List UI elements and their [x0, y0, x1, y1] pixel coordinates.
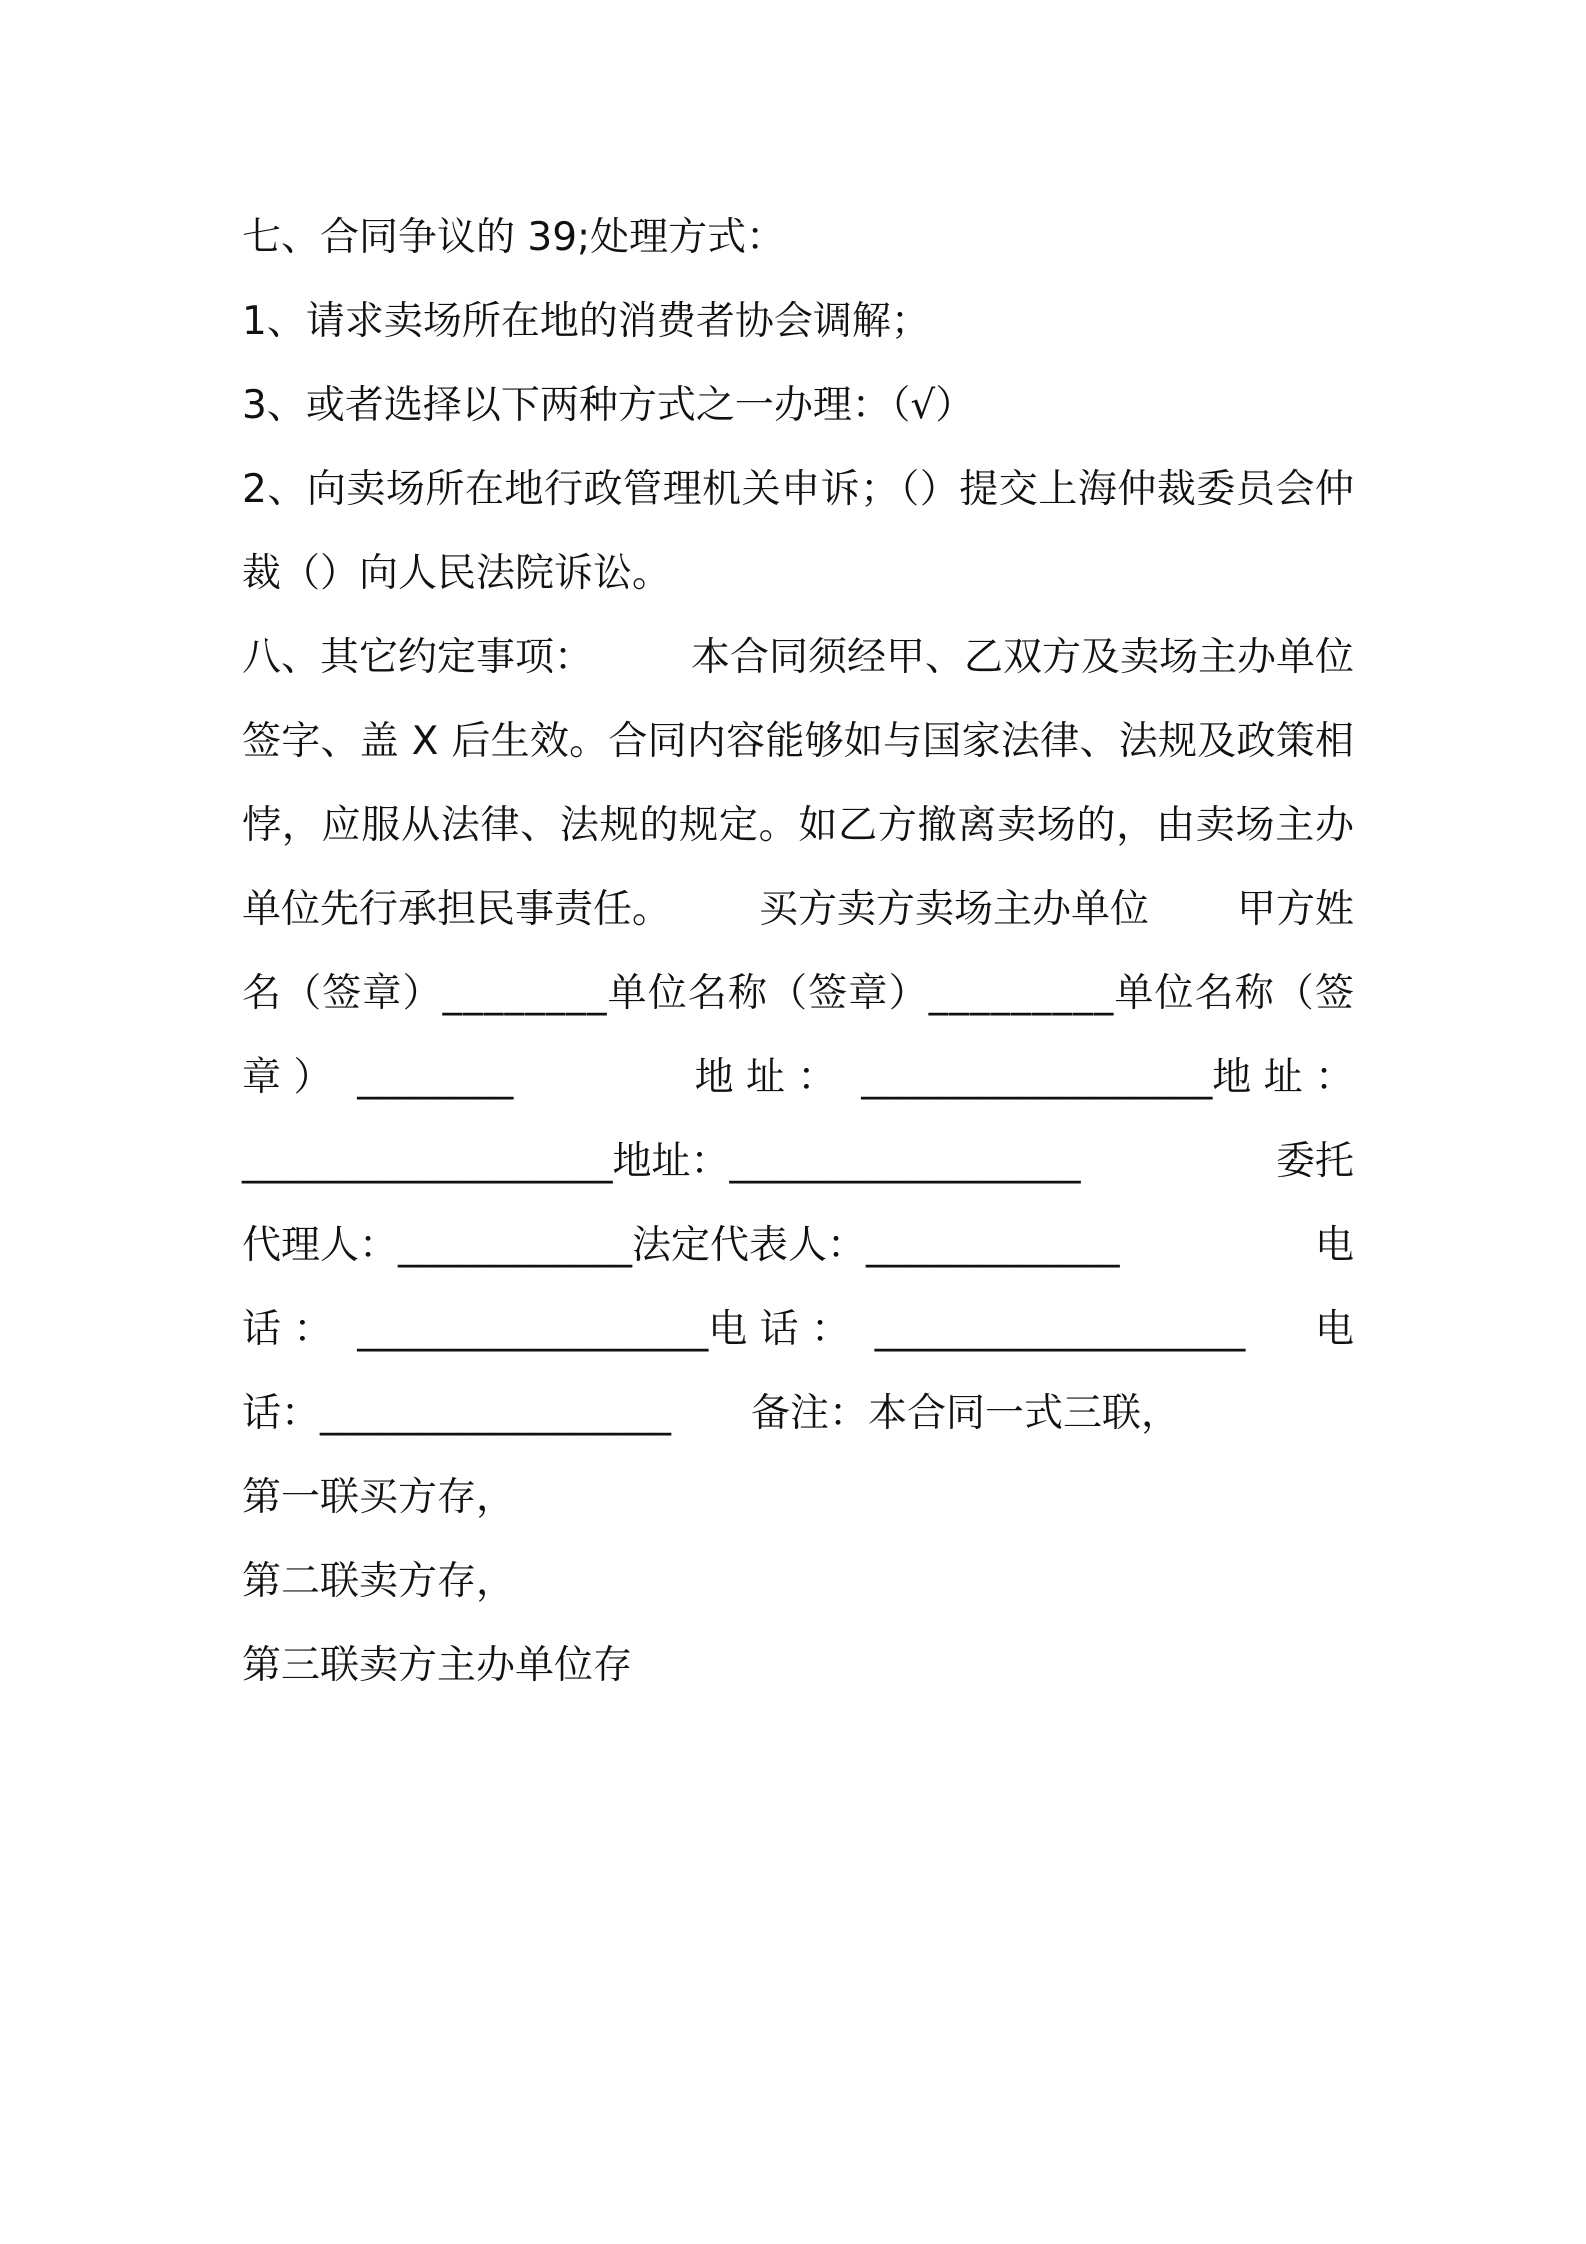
section-8-line-4-b: 买方卖方卖场主办单位: [758, 887, 1149, 932]
copy-1-note: 第一联买方存，: [242, 1475, 516, 1520]
document-body: [242, 196, 1354, 1708]
copy-2-note: 第二联卖方存，: [242, 1559, 516, 1604]
checkmark-sqrt-icon: √: [910, 383, 936, 428]
section-8-line-7: [242, 1120, 1354, 1204]
section-8-line-1: [242, 616, 1354, 700]
section-8-heading: 八、其它约定事项：: [242, 635, 594, 680]
agent-label-start: 委托: [1275, 1139, 1354, 1184]
phone-label-start: 电: [1314, 1223, 1354, 1268]
section-8-line-5: [242, 952, 1354, 1036]
section-7-heading: 七、合同争议的 39;处理方式：: [242, 215, 786, 260]
phone-label-start-2: 电: [1314, 1307, 1354, 1352]
copy-3-note: 第三联卖方主办单位存: [242, 1643, 633, 1688]
address-field-line: ___________________地址：__________________: [242, 1139, 1081, 1184]
remark-text: 备注：本合同一式三联，: [751, 1391, 1181, 1436]
section-8-line-3: [242, 784, 1354, 868]
agent-representative-fields: 代理人：____________法定代表人：_____________: [242, 1223, 1120, 1268]
section-8-line-1-text: 本合同须经甲、乙双方及卖场主办单位: [690, 635, 1354, 680]
address-fields: 地 址 ： __________________地 址 ：: [694, 1055, 1354, 1100]
section-7-item-1: 1、请求卖场所在地的消费者协会调解；: [242, 299, 930, 344]
section-8-line-2: [242, 700, 1354, 784]
section-8-line-2-text: 签字、盖 X 后生效。合同内容能够如与国家法律、法规及政策相: [242, 719, 1355, 764]
section-8-line-9: [242, 1288, 1354, 1372]
signature-name-fields: 名（签章）________单位名称（签章）_________单位名称（签: [242, 971, 1356, 1016]
section-8-line-4-c: 甲方姓: [1236, 887, 1354, 932]
section-8-line-4-a: 单位先行承担民事责任。: [242, 887, 672, 932]
phone-field-last: 话：__________________: [242, 1391, 672, 1436]
section-8-line-4: [242, 868, 1354, 952]
section-7-item-3: [242, 364, 1354, 448]
section-8-line-10: [242, 1372, 1354, 1456]
signature-stamp-field: 章 ） ________: [242, 1055, 514, 1100]
section-8-line-8: [242, 1204, 1354, 1288]
section-8-line-6: [242, 1036, 1354, 1120]
section-7-item-2-line-2: 裁（）向人民法院诉讼。: [242, 551, 672, 596]
section-8-line-3-text: 悖，应服从法律、法规的规定。如乙方撤离卖场的，由卖场主办: [242, 803, 1355, 848]
section-7-item-3-close: ）: [935, 383, 975, 428]
section-7-item-3-text: 3、或者选择以下两种方式之一办理：（: [242, 383, 911, 428]
section-7-item-2-text: 2、向卖场所在地行政管理机关申诉；（）提交上海仲裁委员会仲: [242, 467, 1355, 512]
phone-fields: 话 ： __________________电 话 ： ___________________: [242, 1307, 1246, 1352]
section-7-item-2-line-1: [242, 448, 1354, 532]
